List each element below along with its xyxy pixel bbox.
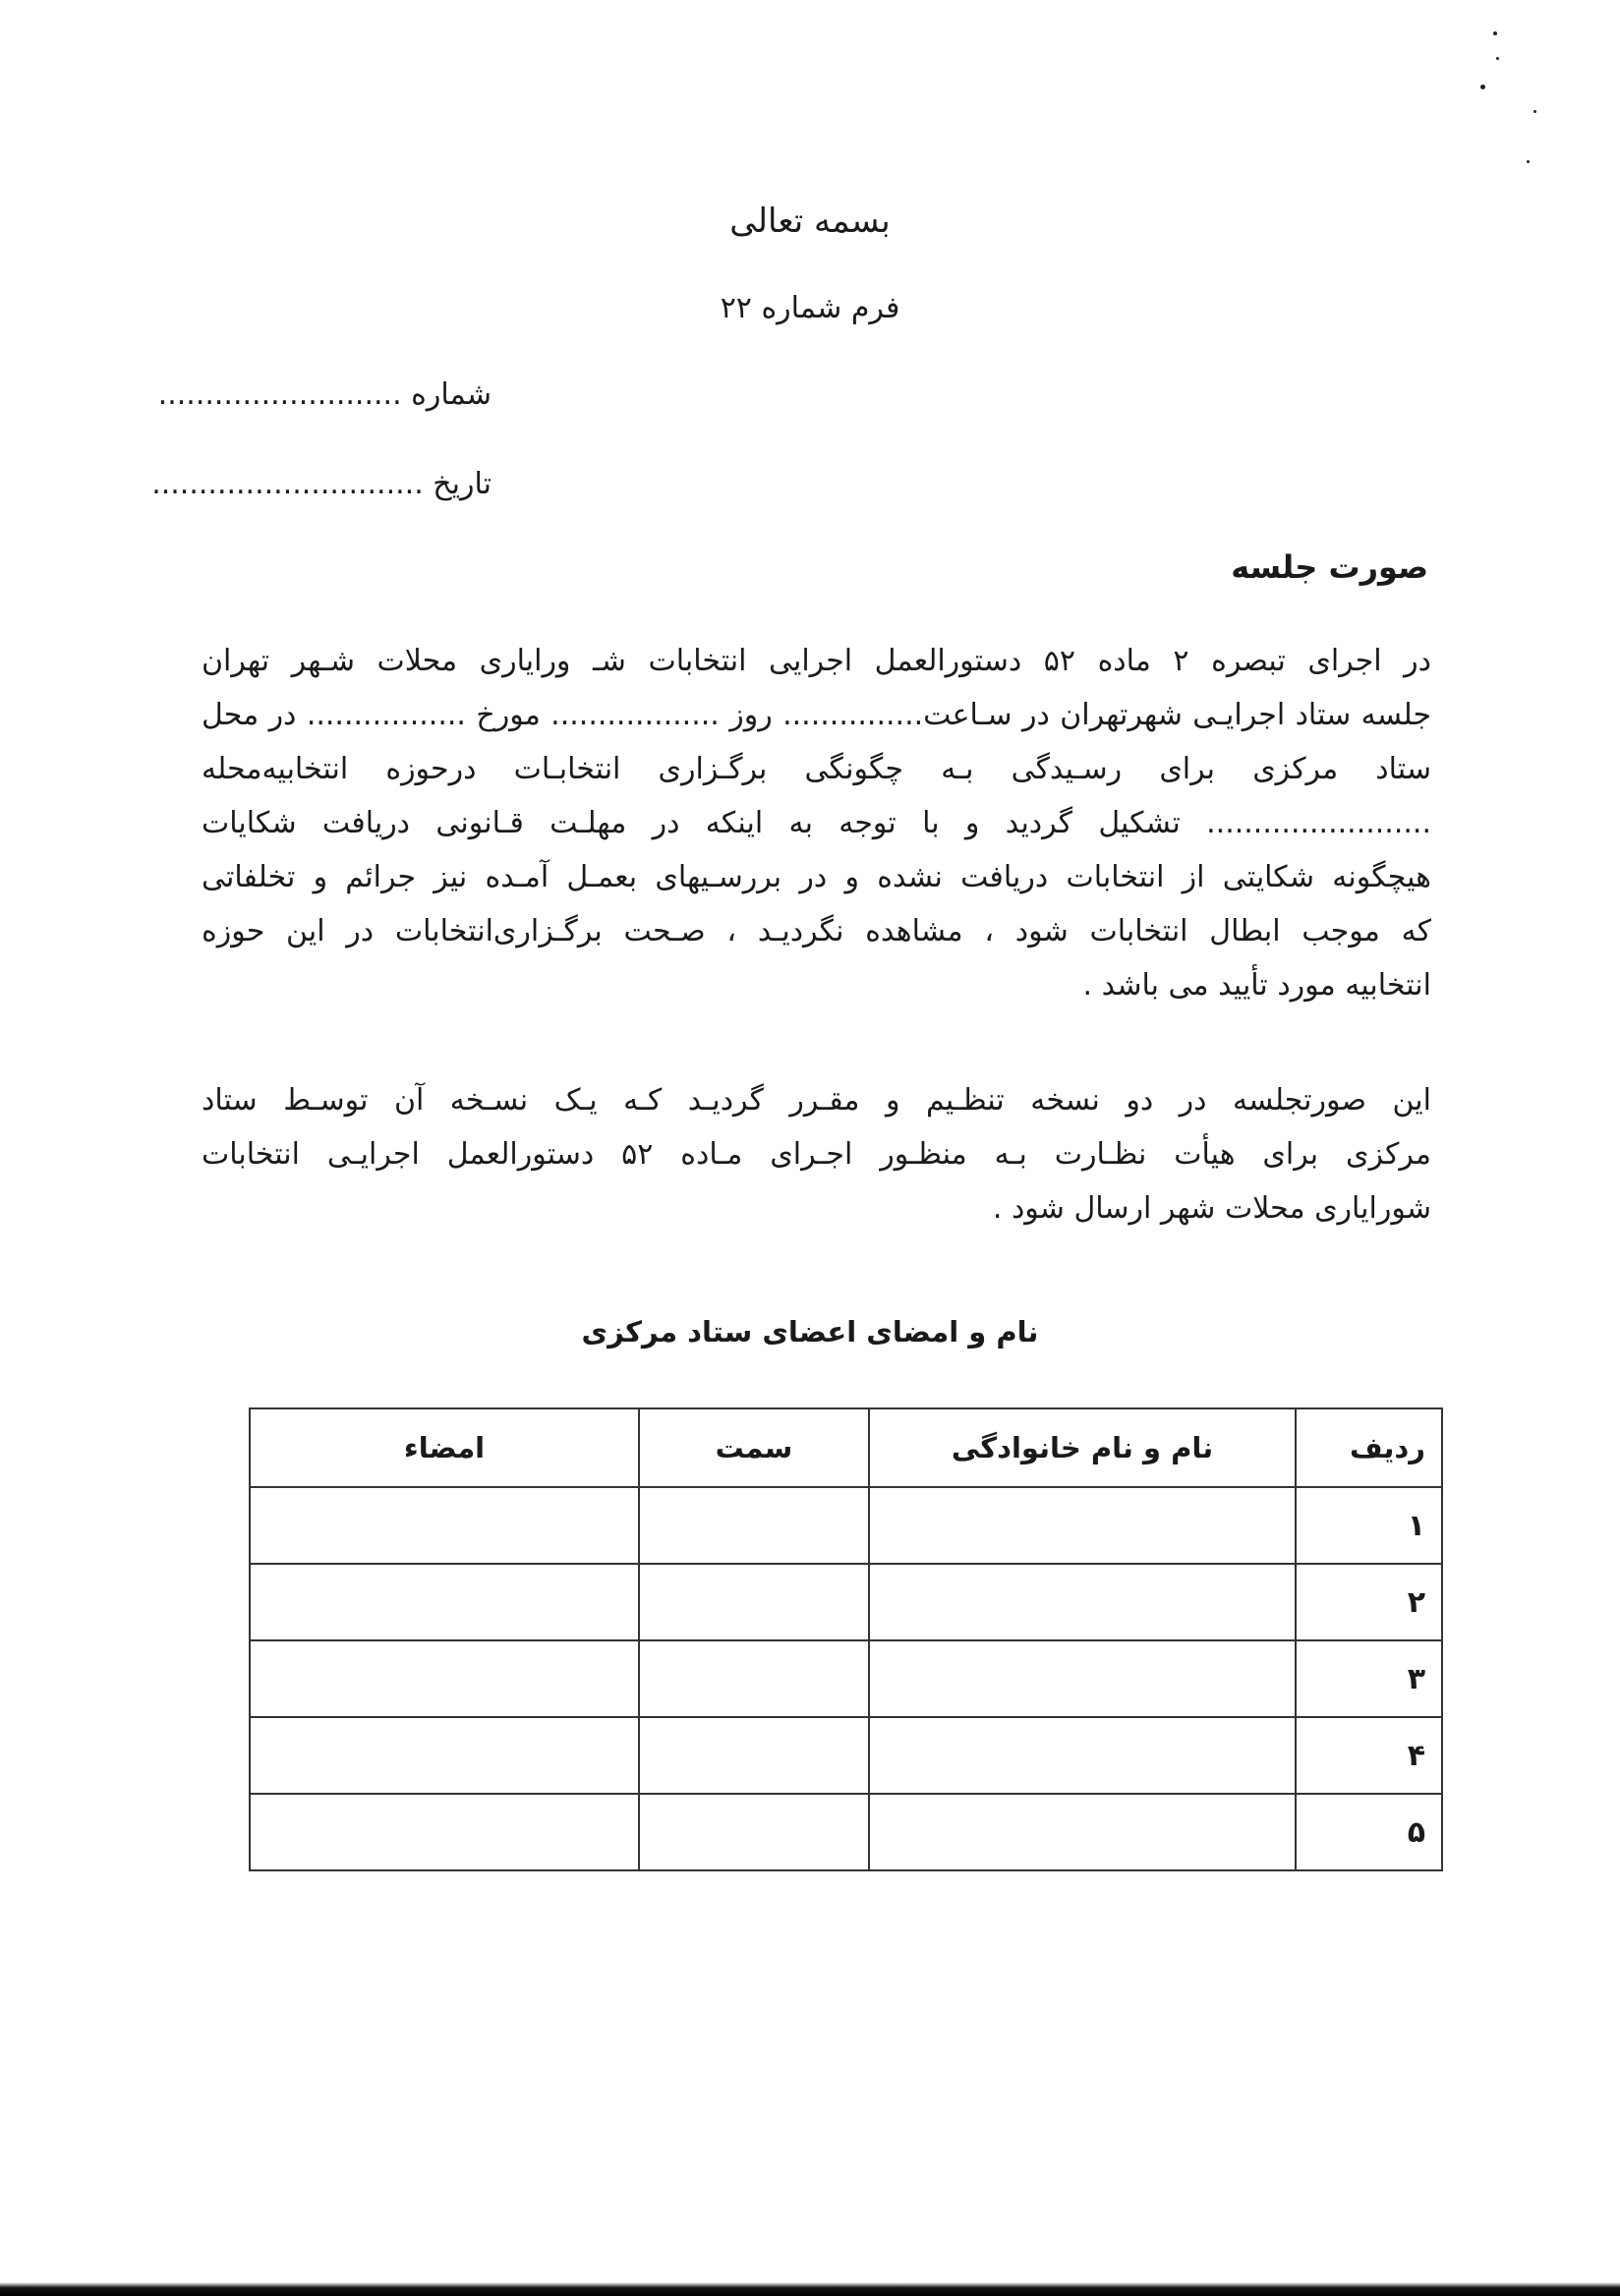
date-label: تاریخ (433, 467, 492, 501)
column-header-signature: امضاء (250, 1408, 639, 1487)
signature-cell[interactable] (250, 1717, 639, 1794)
position-cell[interactable] (639, 1794, 869, 1870)
row-number-cell: ۳ (1296, 1640, 1442, 1717)
paragraph-line: ........................ تشکیل گردید و با توجه به اینکه در مهلـت قـانونی دریافت شکایات (202, 806, 1431, 840)
scan-speck (1527, 160, 1530, 163)
name-cell[interactable] (869, 1717, 1296, 1794)
column-header-position: سمت (639, 1408, 869, 1487)
table-row (250, 1794, 1442, 1870)
bismillah-heading: بسمه تعالی (729, 201, 891, 241)
row-number-cell: ۵ (1296, 1794, 1442, 1870)
paragraph-line: که موجب ابطال انتخابات شود ، مشاهده نگردیـد ، صـحت برگـزاری‌انتخابات در این حوزه (202, 914, 1431, 948)
paragraph-line: مرکزی برای هیأت نظـارت بـه منظـور اجـرای مـاده ۵۲ دستورالعمل اجرایـی انتخابات (202, 1137, 1431, 1172)
date-field (151, 467, 492, 501)
scan-edge-bar (0, 2282, 1620, 2296)
scan-speck (1480, 85, 1485, 89)
name-cell[interactable] (869, 1564, 1296, 1640)
paragraph-line: این صورتجلسه در دو نسخه تنظـیم و مقـرر گردیـد کـه یـک نسـخه آن توسـط ستاد (202, 1083, 1431, 1118)
column-header-row: ردیف (1296, 1408, 1442, 1487)
signature-cell[interactable] (250, 1487, 639, 1564)
paragraph-line: جلسه ستاد اجرایـی شهرتهران در سـاعت............... روز .................. مورخ ................. در محل (202, 698, 1431, 732)
name-cell[interactable] (869, 1487, 1296, 1564)
scan-speck (1493, 31, 1497, 35)
signature-cell[interactable] (250, 1640, 639, 1717)
paragraph-line: در اجرای تبصره ۲ ماده ۵۲ دستورالعمل اجرایی انتخابات شـ ورایاری محلات شـهر تهران (202, 644, 1432, 678)
name-cell[interactable] (869, 1794, 1296, 1870)
table-row (250, 1640, 1442, 1717)
number-dots: .......................... (157, 377, 402, 412)
paragraph-line: شورایاری محلات شهر ارسال شود . (992, 1191, 1431, 1226)
paragraph-line: ستاد مرکزی برای رسـیدگی بـه چگونگی برگـزاری انتخابـات درحوزه انتخابیه‌محله (202, 752, 1431, 786)
members-table (249, 1407, 1443, 1871)
paragraph-line: انتخابیه مورد تأیید می باشد . (1082, 968, 1431, 1003)
paragraph-line: هیچگونه شکایتی از انتخابات دریافت نشده و در بررسـیهای بعمـل آمـده نیز جرائم و تخلفاتی (202, 860, 1431, 894)
position-cell[interactable] (639, 1640, 869, 1717)
position-cell[interactable] (639, 1564, 869, 1640)
minutes-title: صورت جلسه (1231, 548, 1428, 586)
column-header-name: نام و نام خانوادگی (869, 1408, 1296, 1487)
table-header-row (250, 1408, 1442, 1487)
scan-speck (1533, 110, 1536, 113)
position-cell[interactable] (639, 1487, 869, 1564)
table-row (250, 1487, 1442, 1564)
table-row (250, 1564, 1442, 1640)
paragraph-2 (202, 1073, 1431, 1235)
form-number: فرم شماره ۲۲ (720, 291, 900, 325)
position-cell[interactable] (639, 1717, 869, 1794)
signature-cell[interactable] (250, 1794, 639, 1870)
row-number-cell: ۲ (1296, 1564, 1442, 1640)
number-label: شماره (411, 377, 492, 412)
signature-cell[interactable] (250, 1564, 639, 1640)
paragraph-1 (202, 634, 1431, 1012)
members-table-title: نام و امضای اعضای ستاد مرکزی (581, 1315, 1039, 1349)
table-row (250, 1717, 1442, 1794)
row-number-cell: ۴ (1296, 1717, 1442, 1794)
number-field (157, 377, 492, 412)
name-cell[interactable] (869, 1640, 1296, 1717)
row-number-cell: ۱ (1296, 1487, 1442, 1564)
date-dots: ............................. (151, 467, 424, 501)
scan-speck (1496, 57, 1499, 60)
